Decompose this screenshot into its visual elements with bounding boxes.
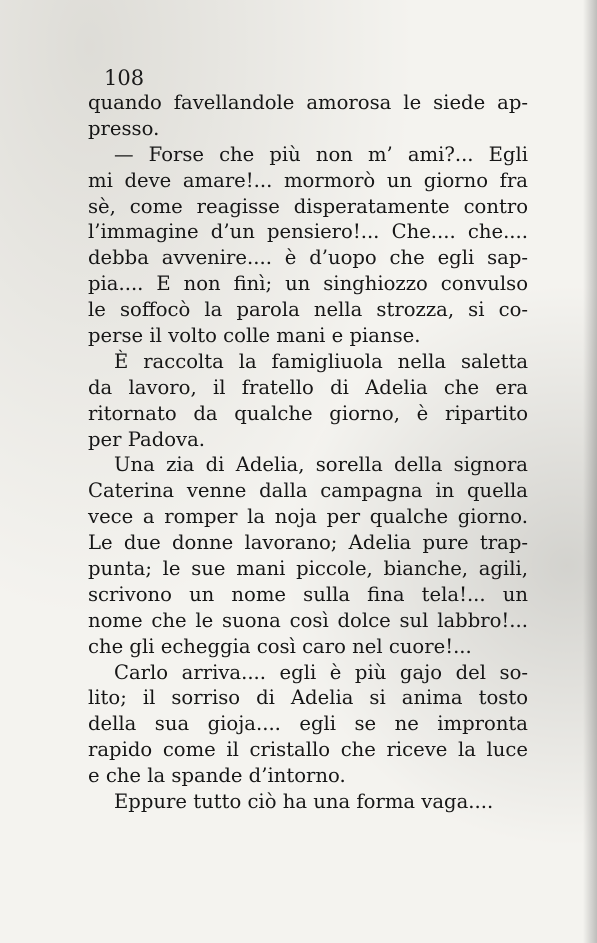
text-line: Caterina venne dalla campagna in quella	[88, 479, 528, 503]
text-line: che gli echeggia così caro nel cuore!...	[88, 634, 472, 658]
text-line: nome che le suona così dolce sul labbro!...	[88, 608, 528, 632]
page-number: 108	[104, 66, 145, 90]
text-line: presso.	[88, 116, 160, 140]
body-text	[88, 90, 528, 815]
text-line: È raccolta la famigliuola nella saletta	[114, 349, 528, 373]
text-line: Carlo arriva.... egli è più gajo del so-	[114, 660, 528, 684]
text-line: da lavoro, il fratello di Adelia che era	[88, 375, 528, 399]
text-line: Eppure tutto ciò ha una forma vaga....	[114, 790, 494, 814]
text-line: della sua gioja.... egli se ne impronta	[88, 712, 528, 736]
text-line: ritornato da qualche giorno, è ripartito	[88, 401, 528, 425]
text-line: lito; il sorriso di Adelia si anima tosto	[88, 686, 528, 710]
text-line: Le due donne lavorano; Adelia pure trap-	[88, 531, 528, 555]
text-line: scrivono un nome sulla fina tela!... un	[88, 582, 528, 606]
text-line: — Forse che più non m’ ami?... Egli	[114, 142, 528, 166]
text-line: le soffocò la parola nella strozza, si co-	[88, 298, 528, 322]
text-line: perse il volto colle mani e pianse.	[88, 324, 421, 348]
text-line: l’immagine d’un pensiero!... Che.... che....	[88, 220, 528, 244]
text-line: mi deve amare!... mormorò un giorno fra	[88, 168, 528, 192]
text-line: pia.... E non finì; un singhiozzo convulso	[88, 272, 528, 296]
text-line: e che la spande d’intorno.	[88, 764, 346, 788]
text-line: quando favellandole amorosa le siede ap-	[88, 91, 528, 114]
text-line: per Padova.	[88, 427, 206, 451]
text-line: punta; le sue mani piccole, bianche, agili,	[88, 557, 528, 581]
text-line: vece a romper la noja per qualche giorno.	[88, 505, 528, 529]
page-edge-shadow	[583, 0, 597, 943]
text-line: Una zia di Adelia, sorella della signora	[114, 453, 528, 477]
text-line: sè, come reagisse disperatamente contro	[88, 194, 528, 218]
text-line: rapido come il cristallo che riceve la luce	[88, 738, 528, 762]
text-line: debba avvenire.... è d’uopo che egli sap-	[88, 246, 528, 270]
